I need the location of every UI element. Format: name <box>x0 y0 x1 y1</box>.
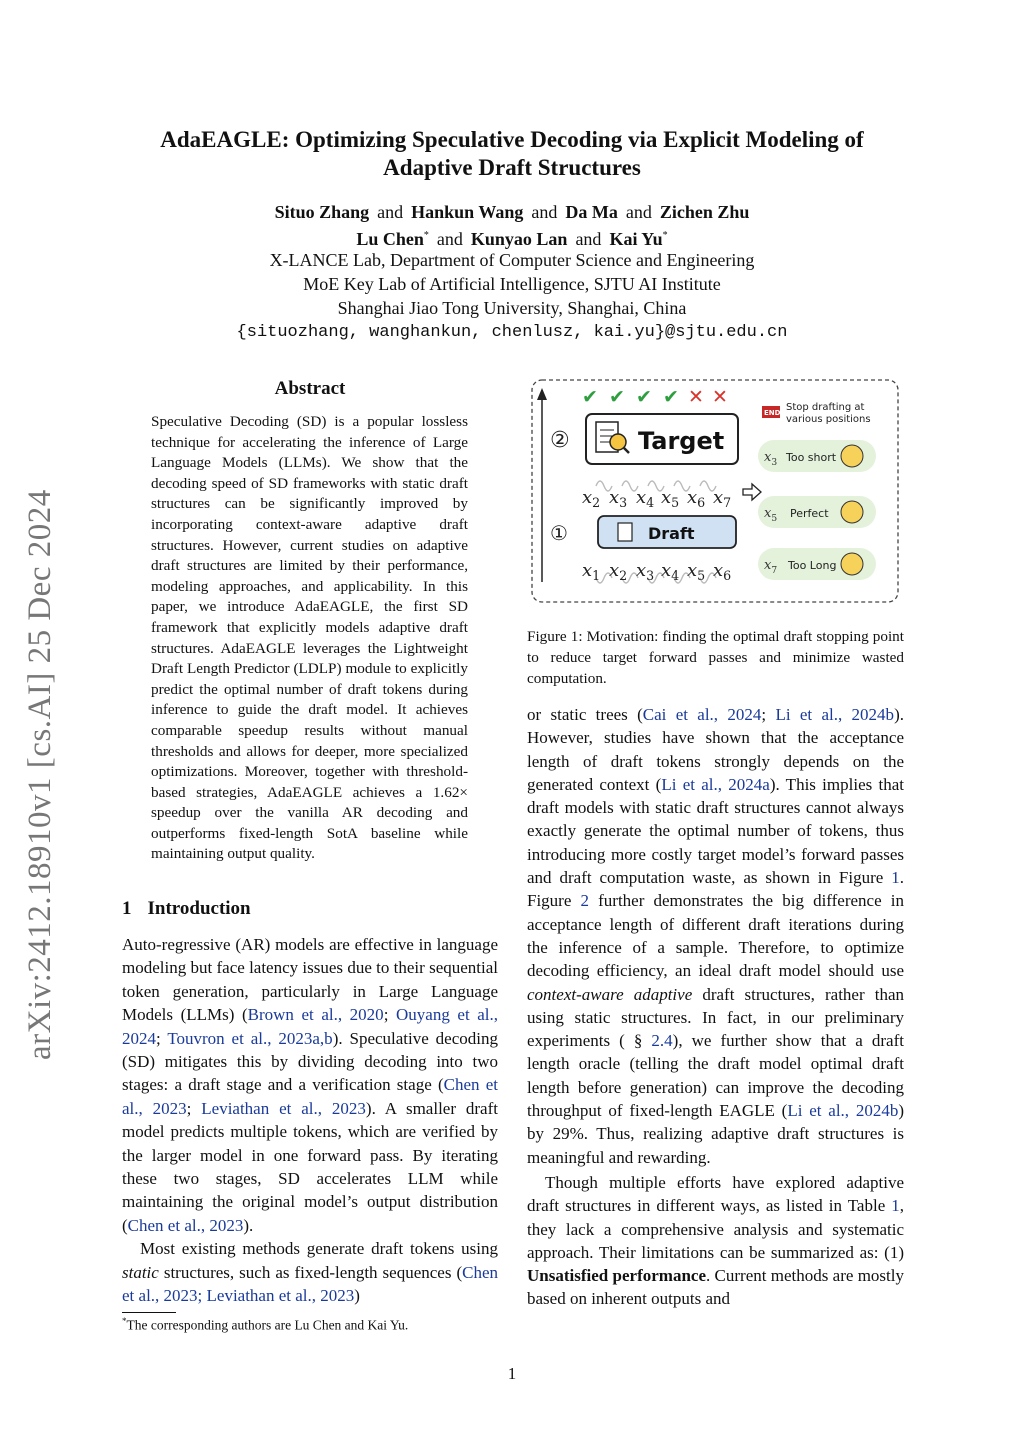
citation-link[interactable]: Chen et al., 2023 <box>122 1075 498 1118</box>
check-icon: ✔ <box>582 386 598 408</box>
option-label: Perfect <box>790 507 829 520</box>
section-heading-introduction: 1 Introduction <box>122 898 251 919</box>
token: $x_7$ <box>764 558 778 576</box>
affiliation-line: X-LANCE Lab, Department of Computer Science and Engineering <box>269 250 755 270</box>
token: $x_6$ <box>687 487 706 510</box>
token: $x_1$ <box>582 560 601 583</box>
introduction-right-column <box>527 703 904 1311</box>
draft-label: Draft <box>648 524 695 543</box>
affiliation-line: Shanghai Jiao Tong University, Shanghai, China <box>337 298 687 318</box>
citation-link[interactable]: Chen et al., 2023; Leviathan et al., 2023 <box>122 1262 498 1306</box>
citation-link[interactable]: Chen et al., 2023 <box>127 1215 244 1235</box>
check-icon: ✔ <box>636 386 652 408</box>
title-line-2: Adaptive Draft Structures <box>383 155 641 180</box>
token: $x_3$ <box>764 450 778 468</box>
token: $x_2$ <box>609 560 628 583</box>
paragraph: Auto-regressive (AR) models are effective in language modeling but face latency issues due to their sequential token generation, particularly in Large Language Models (LLMs) (Brown et al., 2020; Ouyang et al., 2024; Touvron et al., 2023a,b). Speculative decoding (SD) mitigates this by dividing decoding into two stages: a draft stage and a verification stage (Chen et al., 2023; Leviathan et al., 2023). A smaller draft model predicts multiple tokens, which are verified by the larger model in one forward pass. By iterating these two stages, SD accelerates LLM while maintaining the original model’s output distribution (Chen et al., 2023). <box>122 935 499 1235</box>
sad-face-icon <box>841 445 863 467</box>
figure-1-diagram <box>530 378 902 608</box>
figure-ref-link[interactable]: 2 <box>580 891 590 911</box>
author-name: Hankun Wang <box>411 202 524 222</box>
introduction-left-column <box>122 933 498 1308</box>
token: $x_6$ <box>713 560 732 583</box>
flow-arrow-head <box>537 388 547 400</box>
author-name: Zichen Zhu <box>659 202 750 222</box>
token: $x_5$ <box>661 487 680 510</box>
author-emails: {situozhang, wanghankun, chenlusz, kai.yu}@sjtu.edu.cn <box>236 323 788 342</box>
step-two-marker: ② <box>550 428 570 453</box>
footnote: *The corresponding authors are Lu Chen and Kai Yu. <box>122 1316 409 1333</box>
author-name: Lu Chen <box>356 229 424 249</box>
footnote-rule <box>122 1312 176 1313</box>
option-label: Too short <box>786 451 837 464</box>
cross-icon: ✕ <box>712 386 728 408</box>
citation-link[interactable]: Li et al., 2024b <box>787 1101 899 1121</box>
page-number: 1 <box>507 1364 517 1383</box>
citation-link[interactable]: Touvron et al., 2023a,b <box>167 1028 333 1048</box>
target-label: Target <box>638 427 725 455</box>
token: $x_2$ <box>582 487 601 510</box>
check-icon: ✔ <box>609 386 625 408</box>
check-icon: ✔ <box>663 386 679 408</box>
paragraph: Most existing methods generate draft tokens using static structures, such as fixed-length sequences (Chen et al., 2023; Leviathan et al., 2023) <box>122 1239 498 1306</box>
token: $x_7$ <box>713 487 732 510</box>
citation-link[interactable]: Brown et al., 2020 <box>247 1005 384 1025</box>
draft-output-tokens <box>582 487 731 510</box>
stop-note: Stop drafting at <box>786 402 865 413</box>
magnifier-icon <box>610 434 626 450</box>
table-ref-link[interactable]: 1 <box>891 1196 900 1216</box>
paper-title <box>0 126 1024 182</box>
citation-link[interactable]: Cai et al., 2024 <box>642 705 762 724</box>
affiliation-line: MoE Key Lab of Artificial Intelligence, SJTU AI Institute <box>303 274 721 294</box>
author-name: Kunyao Lan <box>470 229 568 249</box>
arxiv-identifier: arXiv:2412.18910v1 [cs.AI] 25 Dec 2024 <box>22 489 58 1060</box>
citation-link[interactable]: Ouyang et al., 2024 <box>122 1005 499 1048</box>
citation-link[interactable]: Leviathan et al., 2023 <box>201 1098 366 1118</box>
citation-link[interactable]: Li et al., 2024b <box>775 705 895 724</box>
step-one-marker: ① <box>550 521 568 545</box>
figure-1-caption: Figure 1: Motivation: finding the optimal draft stopping point to reduce target forward passes and minimize wasted computation. <box>527 628 904 687</box>
token: $x_4$ <box>636 487 655 510</box>
citation-link[interactable]: Li et al., 2024a <box>661 774 770 794</box>
arrow-right-icon <box>743 484 761 500</box>
stop-note: various positions <box>786 414 871 425</box>
author-list-line-1: Situo Zhang and Hankun Wang and Da Ma and Zichen Zhu <box>274 202 750 222</box>
author-name: Da Ma <box>565 202 618 222</box>
figure-ref-link[interactable]: 1 <box>891 868 900 888</box>
token: $x_4$ <box>661 560 680 583</box>
paragraph: or static trees (Cai et al., 2024; Li et al., 2024b). However, studies have shown that the acceptance length of draft tokens strongly depends on the generated context (Li et al., 2024a). This implies that draft models with static draft structures cannot always exactly generate the optimal number of tokens, thus introducing more costly target model’s forward passes and draft computation waste, as shown in Figure 1. Figure 2 further demonstrates the big difference in acceptance length of different draft iterations during the inference of a sample. Therefore, to optimize decoding efficiency, an ideal draft model should use context-aware adaptive draft structures, rather than using static structures. In fact, in our preliminary experiments ( § 2.4), we further show that a draft length oracle (telling the draft model optimal draft length before generation) can improve the decoding throughput of fixed-length EAGLE (Li et al., 2024b) by 29%. Thus, realizing adaptive draft structures is meaningful and rewarding. <box>527 705 904 1167</box>
paragraph: Though multiple efforts have explored adaptive draft structures in different ways, as listed in Table 1, they lack a comprehensive analysis and systematic approach. Their limitations can be summarized as: (1) Unsatisfied performance. Current methods are mostly based on inherent outputs and <box>527 1172 904 1309</box>
draft-document-icon <box>618 523 632 541</box>
abstract-text: Speculative Decoding (SD) is a popular lossless technique for accelerating the inference of Large Language Models (LLMs). We show that the decoding speed of SD frameworks with static draft structures can be significantly improved by incorporating context-aware adaptive draft structures. However, current studies on adaptive draft structures are limited by their performance, modeling approaches, and applicability. In this paper, we introduce AdaEAGLE, the first SD framework that explicitly models adaptive draft structures. AdaEAGLE leverages the Lightweight Draft Length Predictor (LDLP) module to explicitly predict the optimal number of draft tokens during inference to guide the draft model. It achieves comparable speedup results without manual thresholds and allows for deeper, more specialized optimizations. Moreover, together with threshold-based strategies, AdaEAGLE achieves a 1.62× speedup over the vanilla AR decoding and outperforms fixed-length SotA baseline while maintaining output quality. <box>151 413 468 863</box>
worried-face-icon <box>841 553 863 575</box>
author-name: Situo Zhang <box>274 202 370 222</box>
section-ref-link[interactable]: 2.4 <box>651 1031 673 1051</box>
draft-input-tokens <box>582 560 731 583</box>
token: $x_3$ <box>609 487 628 510</box>
abstract-heading: Abstract <box>274 378 346 399</box>
title-line-1: AdaEAGLE: Optimizing Speculative Decoding via Explicit Modeling of <box>160 127 864 152</box>
author-list-line-2: Lu Chen* and Kunyao Lan and Kai Yu* <box>356 229 668 249</box>
svg-text:END: END <box>764 409 781 417</box>
option-label: Too Long <box>788 559 837 572</box>
token: $x_3$ <box>636 560 655 583</box>
happy-face-icon <box>841 501 863 523</box>
author-name: Kai Yu <box>609 229 663 249</box>
token: $x_5$ <box>764 506 778 524</box>
cross-icon: ✕ <box>688 386 704 408</box>
verify-marks <box>582 386 728 408</box>
token: $x_5$ <box>687 560 706 583</box>
